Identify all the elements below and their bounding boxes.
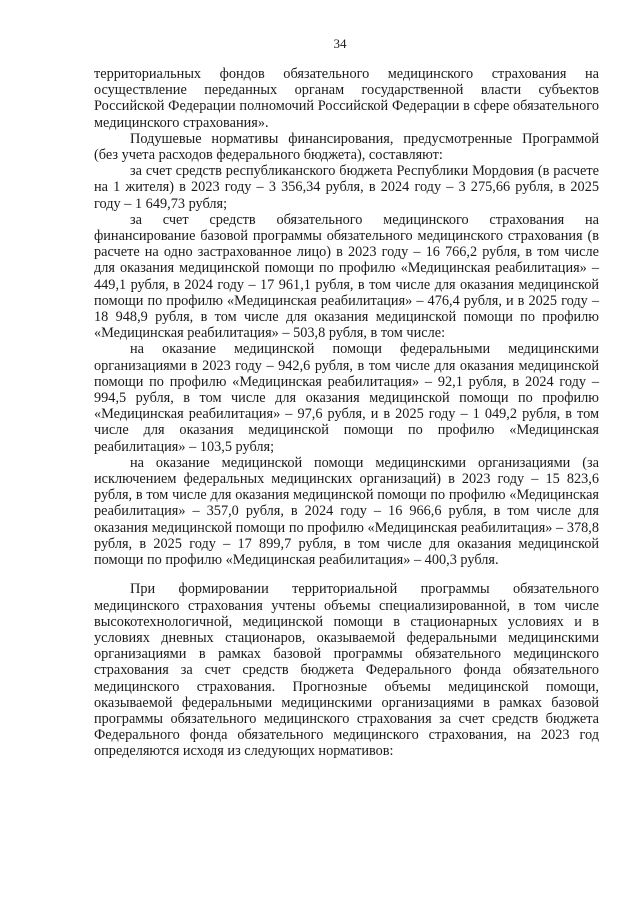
paragraph-oms-norm: за счет средств обязательного медицинского страхования на финансирование базовой программы обязательного медицинского страхования (в расчете на одно застрахованное лицо) в 2023 году – 16 766,2 рубля, в том числе для оказания медицинской помощи по профилю «Медицинская реабилитация» – 449,1 рубля, в 2024 году – 17 961,1 рубля, в том числе для оказания медицинской помощи по профилю «Медицинская реабилитация» – 476,4 рубля, и в 2025 году – 18 948,9 рубля, в том числе для оказания медицинской помощи по профилю «Медицинская реабилитация» – 503,8 рубля, в том числе: [94,211,599,342]
paragraph-republic-budget-norm: за счет средств республиканского бюджета Республики Мордовия (в расчете на 1 жителя) в 2023 году – 3 356,34 рубля, в 2024 году – 3 275,66 рубля, в 2025 году – 1 649,73 рубля; [94,163,599,212]
paragraph-per-capita-norms-intro: Подушевые нормативы финансирования, предусмотренные Программой (без учета расходов федерального бюджета), составляют: [94,130,599,164]
paragraph-other-organizations-norm: на оказание медицинской помощи медицинскими организациями (за исключением федеральных медицинских организаций) в 2023 году – 15 823,6 рубля, в том числе для оказания медицинской помощи по профилю «Медицинская реабилитация» – 357,0 рубля, в 2024 году – 16 966,6 рубля, в том числе для оказания медицинской помощи по профилю «Медицинская реабилитация» – 378,8 рубля, в 2025 году – 17 899,7 рубля, в том числе для оказания медицинской помощи по профилю «Медицинская реабилитация» – 400,3 рубля. [94,454,599,569]
paragraph-territorial-program-volumes: При формировании территориальной программы обязательного медицинского страхования учтены объемы специализированной, в том числе высокотехнологичной, медицинской помощи в стационарных условиях и в условиях дневных стационаров, оказываемой федеральными медицинскими организациями в рамках базовой программы обязательного медицинского страхования за счет средств бюджета Федерального фонда обязательного медицинского страхования. Прогнозные объемы медицинской помощи, оказываемой федеральными медицинскими организациями в рамках базовой программы обязательного медицинского страхования за счет средств бюджета Федерального фонда обязательного медицинского страхования, на 2023 год определяются исходя из следующих нормативов: [94,581,599,760]
page-number: 34 [333,36,347,51]
paragraph-1-continuation: территориальных фондов обязательного медицинского страхования на осуществление переданных органам государственной власти субъектов Российской Федерации полномочий Российской Федерации в сфере обязательного медицинского страхования». [94,66,599,131]
document-body [94,66,599,760]
paragraph-federal-organizations-norm: на оказание медицинской помощи федеральными медицинскими организациями в 2023 году – 942,6 рубля, в том числе для оказания медицинской помощи по профилю «Медицинская реабилитация» – 92,1 рубля, в 2024 году – 994,5 рубля, в том числе для оказания медицинской помощи по профилю «Медицинская реабилитация» – 97,6 рубля, и в 2025 году – 1 049,2 рубля, в том числе для оказания медицинской помощи по профилю «Медицинская реабилитация» – 103,5 рубля; [94,341,599,455]
